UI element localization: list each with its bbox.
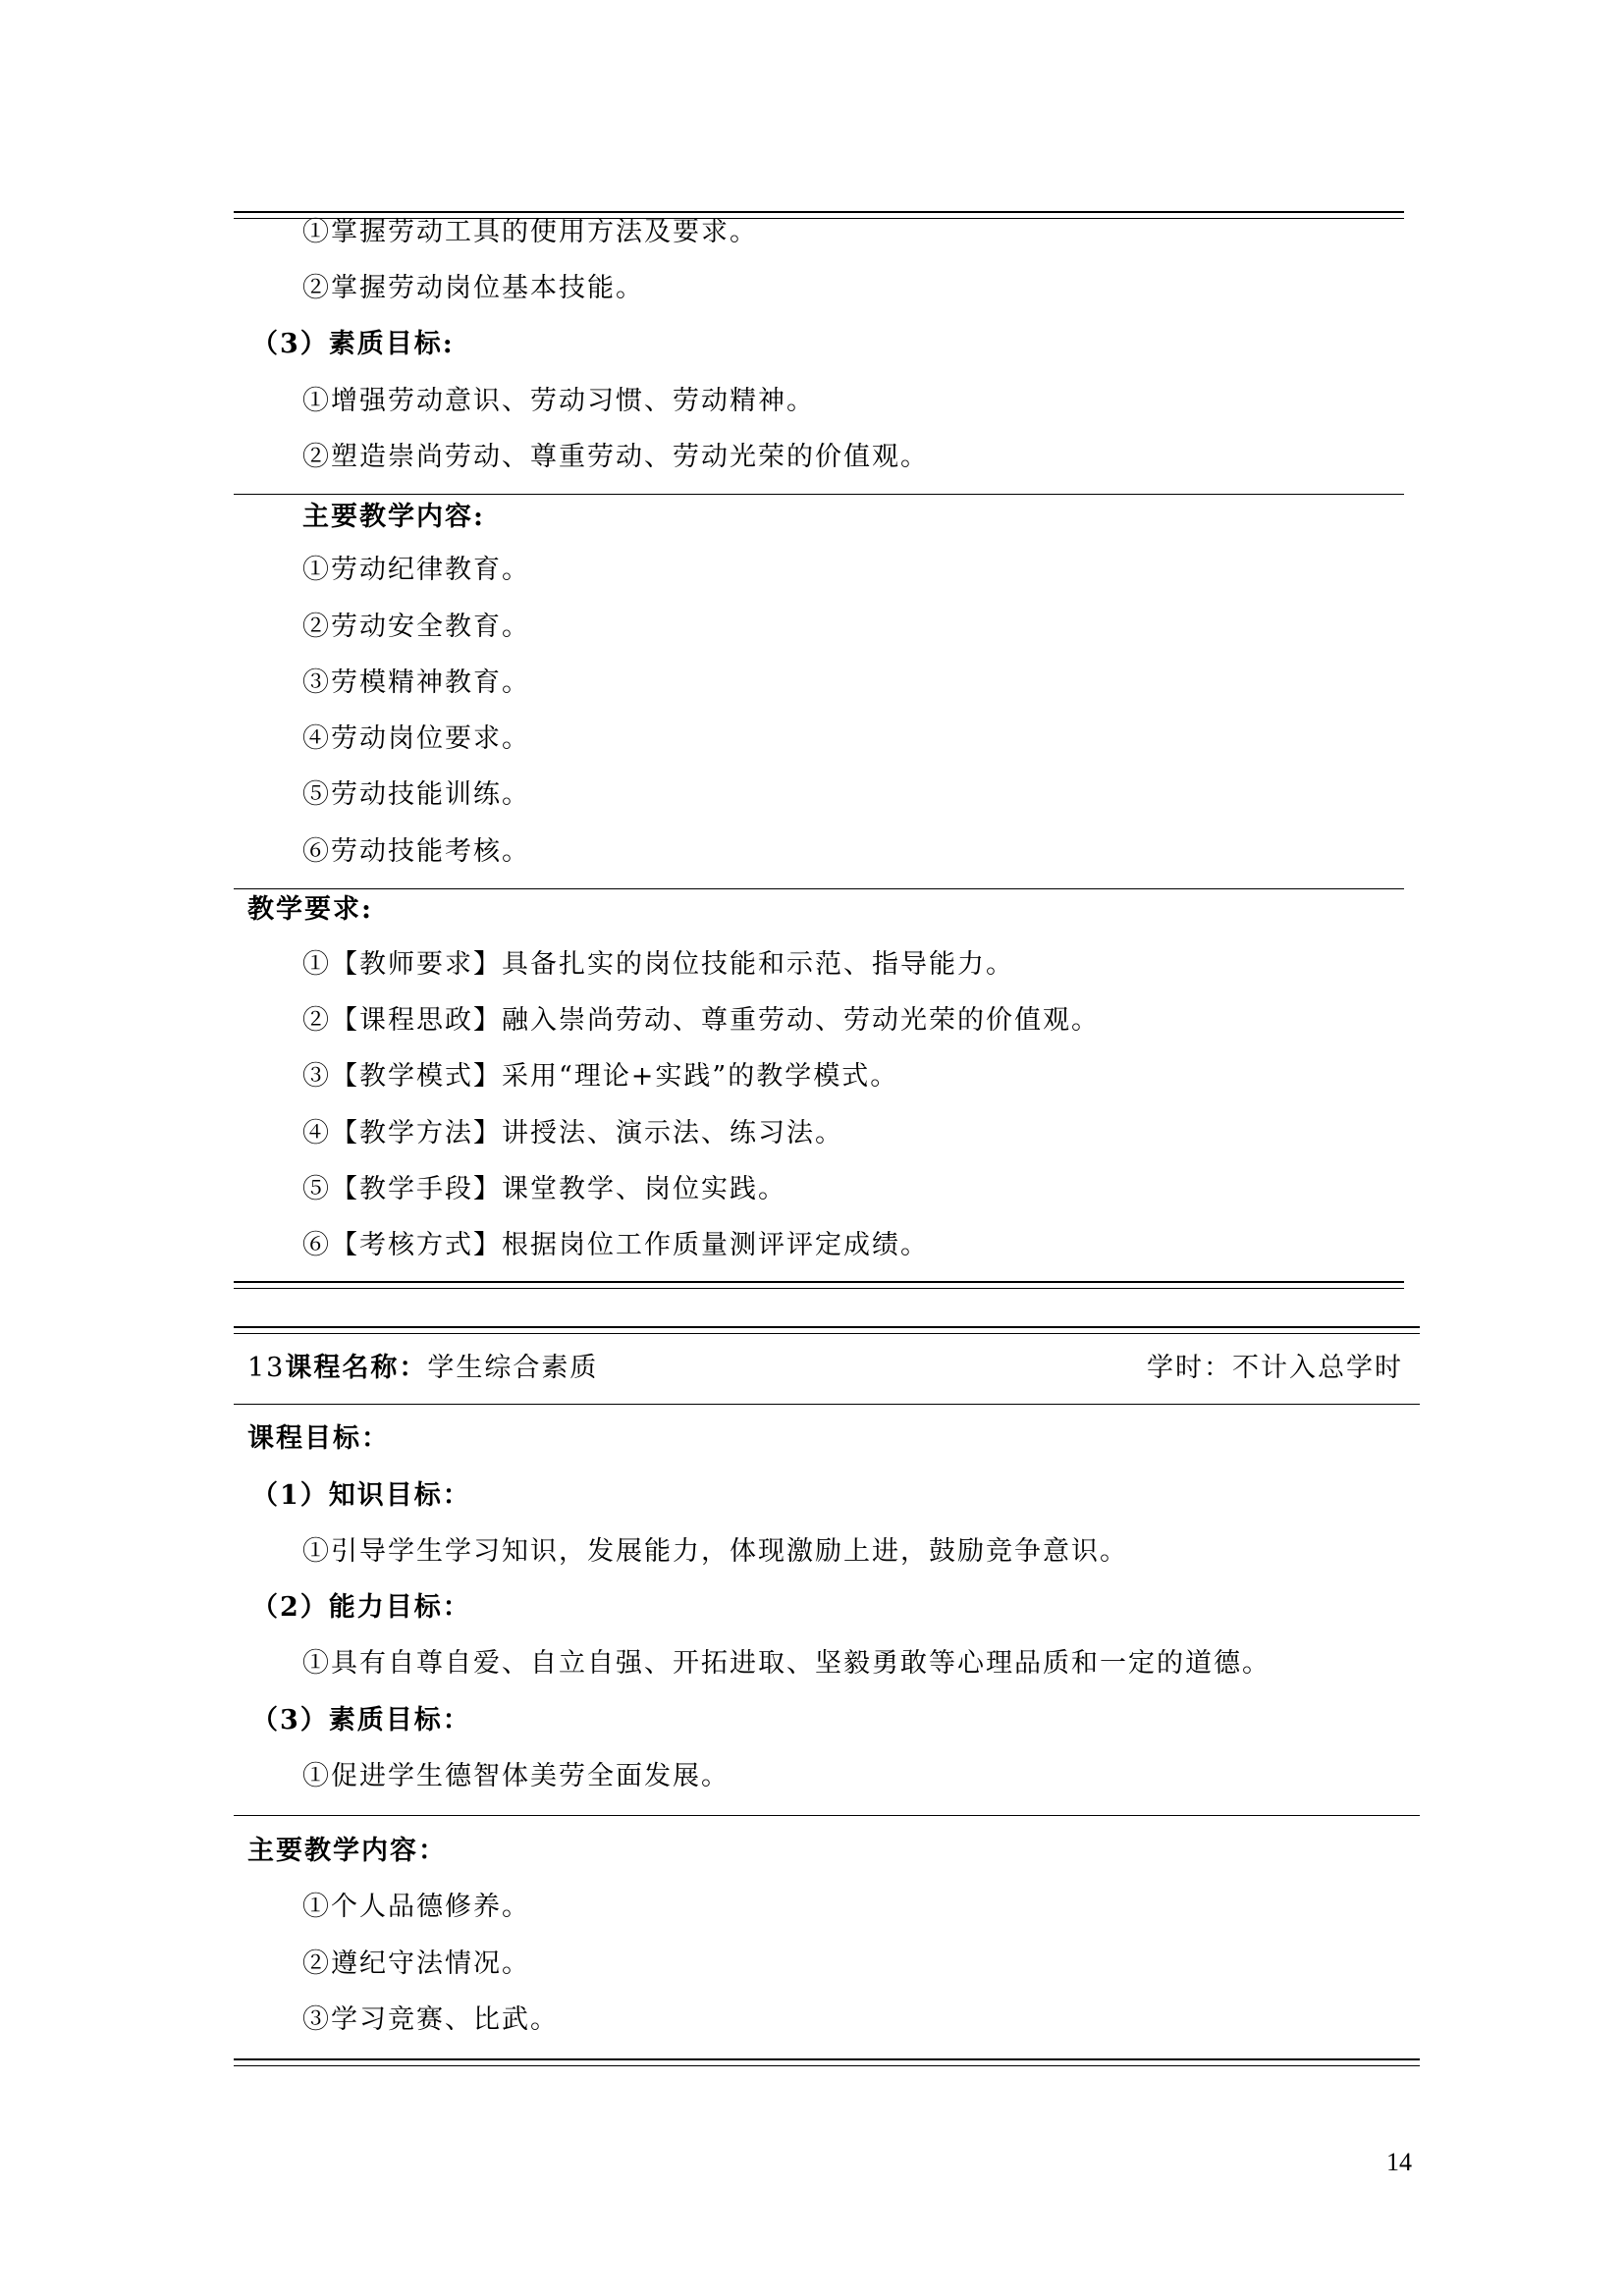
table-bottom-double-rule [234, 2058, 1420, 2066]
goal-heading: 课程目标： [247, 1423, 390, 1454]
req-item: ⑤【教学手段】课堂教学、岗位实践。 [302, 1174, 786, 1204]
req-heading: 教学要求: [247, 894, 373, 925]
row-divider [234, 888, 1404, 889]
knowledge-heading: （1）知识目标： [251, 1480, 471, 1511]
req-item: ③【教学模式】采用“理论+实践”的教学模式。 [302, 1061, 899, 1092]
content-item: ②劳动安全教育。 [302, 612, 530, 642]
req-item: ①【教师要求】具备扎实的岗位技能和示范、指导能力。 [302, 949, 1014, 980]
course-label: 课程名称： [285, 1353, 428, 1383]
quality-heading: （3）素质目标： [251, 1705, 471, 1735]
req-item: ②【课程思政】融入崇尚劳动、尊重劳动、劳动光荣的价值观。 [302, 1005, 1100, 1036]
quality-item: ②塑造崇尚劳动、尊重劳动、劳动光荣的价值观。 [302, 442, 929, 472]
content-item: ⑤劳动技能训练。 [302, 779, 530, 810]
course-title [247, 1352, 598, 1385]
req-item: ⑥【考核方式】根据岗位工作质量测评评定成绩。 [302, 1230, 929, 1260]
row-divider [234, 1815, 1420, 1816]
content-heading: 主要教学内容： [247, 1836, 447, 1866]
course-hours: 学时：不计入总学时 [1147, 1353, 1403, 1383]
row-divider [234, 1404, 1420, 1405]
quality-item: ①增强劳动意识、劳动习惯、劳动精神。 [302, 386, 815, 416]
content-item: ⑥劳动技能考核。 [302, 836, 530, 867]
content-item: ①个人品德修养。 [302, 1892, 530, 1922]
content-item: ③学习竞赛、比武。 [302, 2004, 559, 2035]
page-number: 14 [1386, 2148, 1412, 2176]
course-number: 13 [247, 1353, 286, 1383]
ability-item: ①具有自尊自爱、自立自强、开拓进取、坚毅勇敢等心理品质和一定的道德。 [302, 1648, 1271, 1679]
course-name: 学生综合素质 [427, 1353, 599, 1383]
table-bottom-double-rule [234, 1281, 1404, 1289]
row-divider [234, 494, 1404, 495]
quality-heading: （3）素质目标: [251, 329, 455, 359]
ability-heading: （2）能力目标： [251, 1592, 471, 1623]
table-top-double-rule [234, 1326, 1420, 1334]
content-heading: 主要教学内容: [302, 502, 485, 532]
content-item: ②遵纪守法情况。 [302, 1949, 530, 1979]
content-item: ③劳模精神教育。 [302, 667, 530, 698]
req-item: ④【教学方法】讲授法、演示法、练习法。 [302, 1118, 843, 1148]
skill-item: ①掌握劳动工具的使用方法及要求。 [302, 217, 758, 247]
content-item: ①劳动纪律教育。 [302, 555, 530, 585]
knowledge-item: ①引导学生学习知识，发展能力，体现激励上进，鼓励竞争意识。 [302, 1536, 1128, 1567]
content-item: ④劳动岗位要求。 [302, 723, 530, 754]
skill-item: ②掌握劳动岗位基本技能。 [302, 273, 644, 303]
quality-item: ①促进学生德智体美劳全面发展。 [302, 1761, 730, 1791]
